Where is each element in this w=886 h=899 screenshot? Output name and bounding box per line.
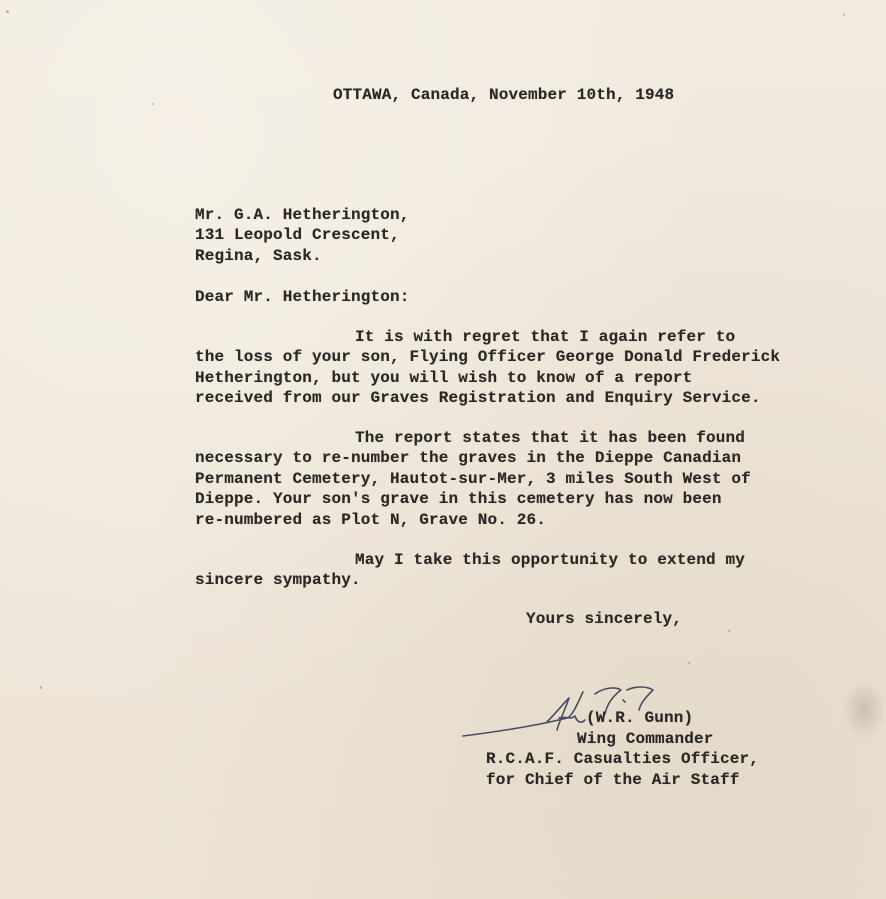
address-line-name: Mr. G.A. Hetherington, [195,206,410,224]
closing: Yours sincerely, [526,610,683,628]
paper-speck [688,662,690,664]
paragraph-1-line: Hetherington, but you will wish to know of a report [195,368,693,387]
signatory-rank: Wing Commander [577,729,714,748]
salutation: Dear Mr. Hetherington: [195,288,410,306]
paragraph-3 [195,550,745,591]
paper-smudge [842,680,886,740]
paragraph-3-line: sincere sympathy. [195,571,361,590]
paper-speck [6,10,9,13]
dateline: OTTAWA, Canada, November 10th, 1948 [333,86,675,104]
paragraph-2 [195,428,751,530]
paper-speck [728,630,730,632]
address-line-city: Regina, Sask. [195,246,322,265]
paper-speck [152,103,154,105]
paragraph-1-line: It is with regret that I again refer to [355,328,736,346]
paragraph-3-line: May I take this opportunity to extend my [355,551,746,569]
recipient-address [195,205,410,266]
signatory-title: R.C.A.F. Casualties Officer, [486,750,760,769]
paper-speck [843,14,845,16]
signatory-name: (W.R. Gunn) [586,709,694,727]
paragraph-2-line: The report states that it has been found [355,429,746,447]
paragraph-1-line: the loss of your son, Flying Officer George Donald Frederick [195,348,781,367]
paragraph-1 [195,327,780,409]
paragraph-2-line: Dieppe. Your son's grave in this cemetery has now been [195,490,722,509]
paragraph-2-line: necessary to re-number the graves in the Dieppe Canadian [195,449,742,468]
signature-block [486,708,759,790]
paragraph-1-line: received from our Graves Registration and Enquiry Service. [195,389,761,408]
paragraph-2-line: re-numbered as Plot N, Grave No. 26. [195,510,547,529]
signature-stroke [623,700,625,702]
signatory-office: for Chief of the Air Staff [486,770,740,789]
address-line-street: 131 Leopold Crescent, [195,226,400,245]
paper-speck [40,686,42,689]
signature-stroke [627,687,653,710]
paragraph-2-line: Permanent Cemetery, Hautot-sur-Mer, 3 miles South West of [195,469,751,488]
